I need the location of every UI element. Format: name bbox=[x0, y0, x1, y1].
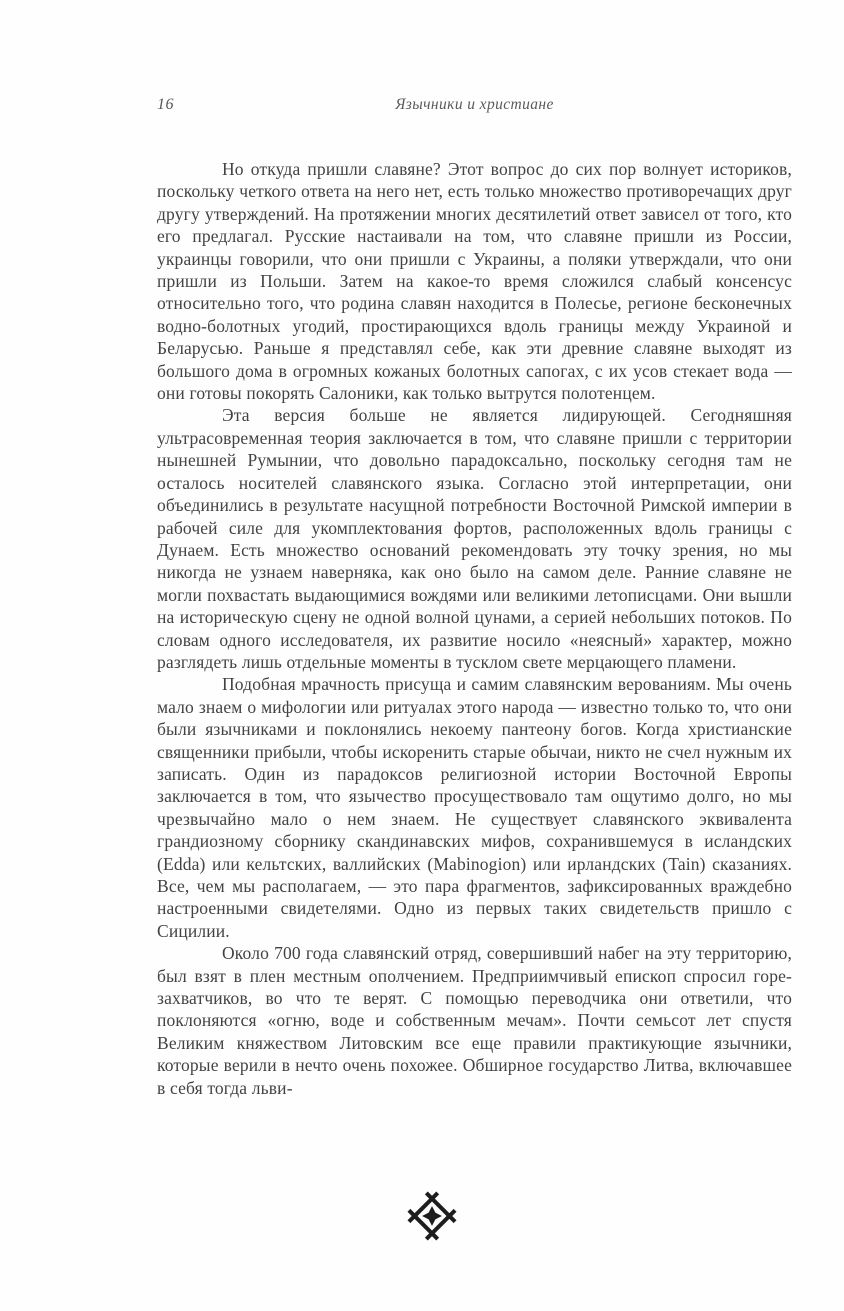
paragraph-slavic-beliefs: Подобная мрачность присуща и самим славянским верованиям. Мы очень мало знаем о мифологии или ритуалах этого народа — известно только то, что они были язычниками и поклонялись некоему пантеону богов. Когда христианские священники прибыли, чтобы искоренить старые обычаи, никто не счел нужным их записать. Один из парадоксов религиозной истории Восточной Европы заключается в том, что язычество просуществовало там ощутимо долго, но мы чрезвычайно мало о нем знаем. Не существует славянского эквивалента грандиозному сборнику скандинавских мифов, сохранившемуся в исландских (Edda) или кельтских, валлийских (Mabinogion) или ирландских (Tain) сказаниях. Все, чем мы располагаем, — это пара фрагментов, зафиксированных враждебно настроенными свидетелями. Одно из первых таких свидетельств пришло с Сицилии. bbox=[157, 674, 792, 941]
page-number: 16 bbox=[157, 96, 174, 113]
paragraph-sicily-raid: Около 700 года славянский отряд, совершивший набег на эту территорию, был взят в плен местным ополчением. Предприимчивый епископ спросил горе-захватчиков, во что те верят. С помощью переводчика они ответили, что поклоняются «огню, воде и собственным мечам». Почти семьсот лет спустя Великим княжеством Литовским все еще правили практикующие язычники, которые верили в нечто очень похожее. Обширное государство Литва, включавшее в себя тогда льви- bbox=[157, 943, 792, 1098]
body-text bbox=[157, 158, 792, 1099]
paragraph-origin-of-slavs: Но откуда пришли славяне? Этот вопрос до сих пор волнует историков, поскольку четкого ответа на него нет, есть только множество противоречащих друг другу утверждений. На протяжении многих десятилетий ответ зависел от того, кто его предлагал. Русские настаивали на том, что славяне пришли из России, украинцы говорили, что они пришли с Украины, а поляки утверждали, что они пришли из Польши. Затем на какое-то время сложился слабый консенсус относительно того, что родина славян находится в Полесье, регионе бесконечных водно-болотных угодий, простирающихся вдоль границы между Украиной и Беларусью. Раньше я представлял себе, как эти древние славяне выходят из большого дома в огромных кожаных болотных сапогах, с их усов стекает вода — они готовы покорять Салоники, как только вытрутся полотенцем. bbox=[157, 159, 792, 404]
page-header bbox=[157, 96, 792, 118]
slavic-diamond-cross-ornament-icon bbox=[401, 1185, 463, 1247]
paragraph-romania-theory: Эта версия больше не является лидирующей. Сегодняшняя ультрасовременная теория заключается в том, что славяне пришли с территории нынешней Румынии, что довольно парадоксально, поскольку сегодня там не осталось носителей славянского языка. Согласно этой интерпретации, они объединились в результате насущной потребности Восточной Римской империи в рабочей силе для укомплектования фортов, расположенных вдоль границы с Дунаем. Есть множество оснований рекомендовать эту точку зрения, но мы никогда не узнаем наверняка, как оно было на самом деле. Ранние славяне не могли похвастать выдающимися вождями или великими летописцами. Они вышли на историческую сцену не одной волной цунами, а серией небольших потоков. По словам одного исследователя, их развитие носило «неясный» характер, можно разглядеть лишь отдельные моменты в тусклом свете мерцающего пламени. bbox=[157, 405, 792, 672]
running-head: Язычники и христиане bbox=[395, 96, 554, 113]
